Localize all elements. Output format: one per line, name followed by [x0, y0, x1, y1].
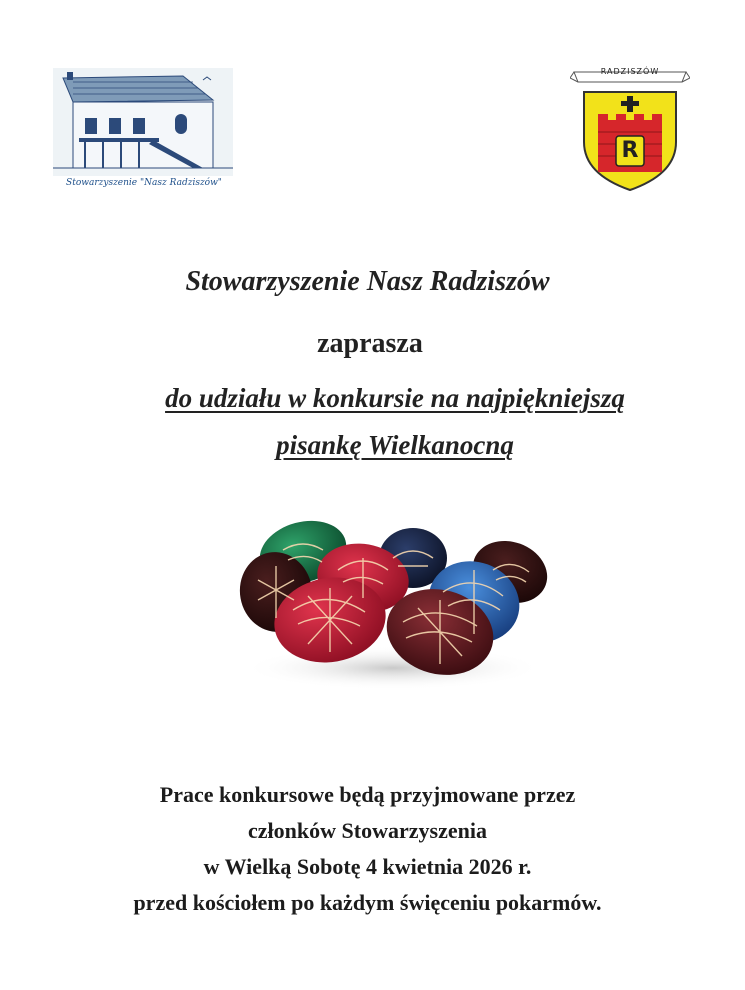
coat-of-arms-icon — [570, 64, 690, 194]
manor-house-icon — [53, 68, 233, 176]
coat-of-arms — [570, 64, 690, 194]
association-logo-caption: Stowarzyszenie "Nasz Radziszów" — [66, 178, 222, 188]
coat-of-arms-letter: R — [621, 138, 639, 163]
easter-eggs-photo — [228, 500, 558, 710]
association-logo — [53, 68, 235, 196]
info-line-2: członków Stowarzyszenia — [248, 818, 487, 843]
contest-title-line2: pisankę Wielkanocną — [276, 430, 514, 460]
invite-text: zaprasza — [317, 328, 423, 359]
info-line-4: przed kościołem po każdym święceniu pokarmów. — [133, 890, 602, 915]
info-line-1: Prace konkursowe będą przyjmowane przez — [159, 782, 576, 807]
organization-title: Stowarzyszenie Nasz Radziszów — [185, 266, 550, 297]
info-line-3: w Wielką Sobotę 4 kwietnia 2026 r. — [203, 854, 532, 879]
contest-title-line1: do udziału w konkursie na najpiękniejszą — [165, 383, 625, 413]
coat-of-arms-ribbon-text: RADZISZÓW — [600, 67, 660, 76]
